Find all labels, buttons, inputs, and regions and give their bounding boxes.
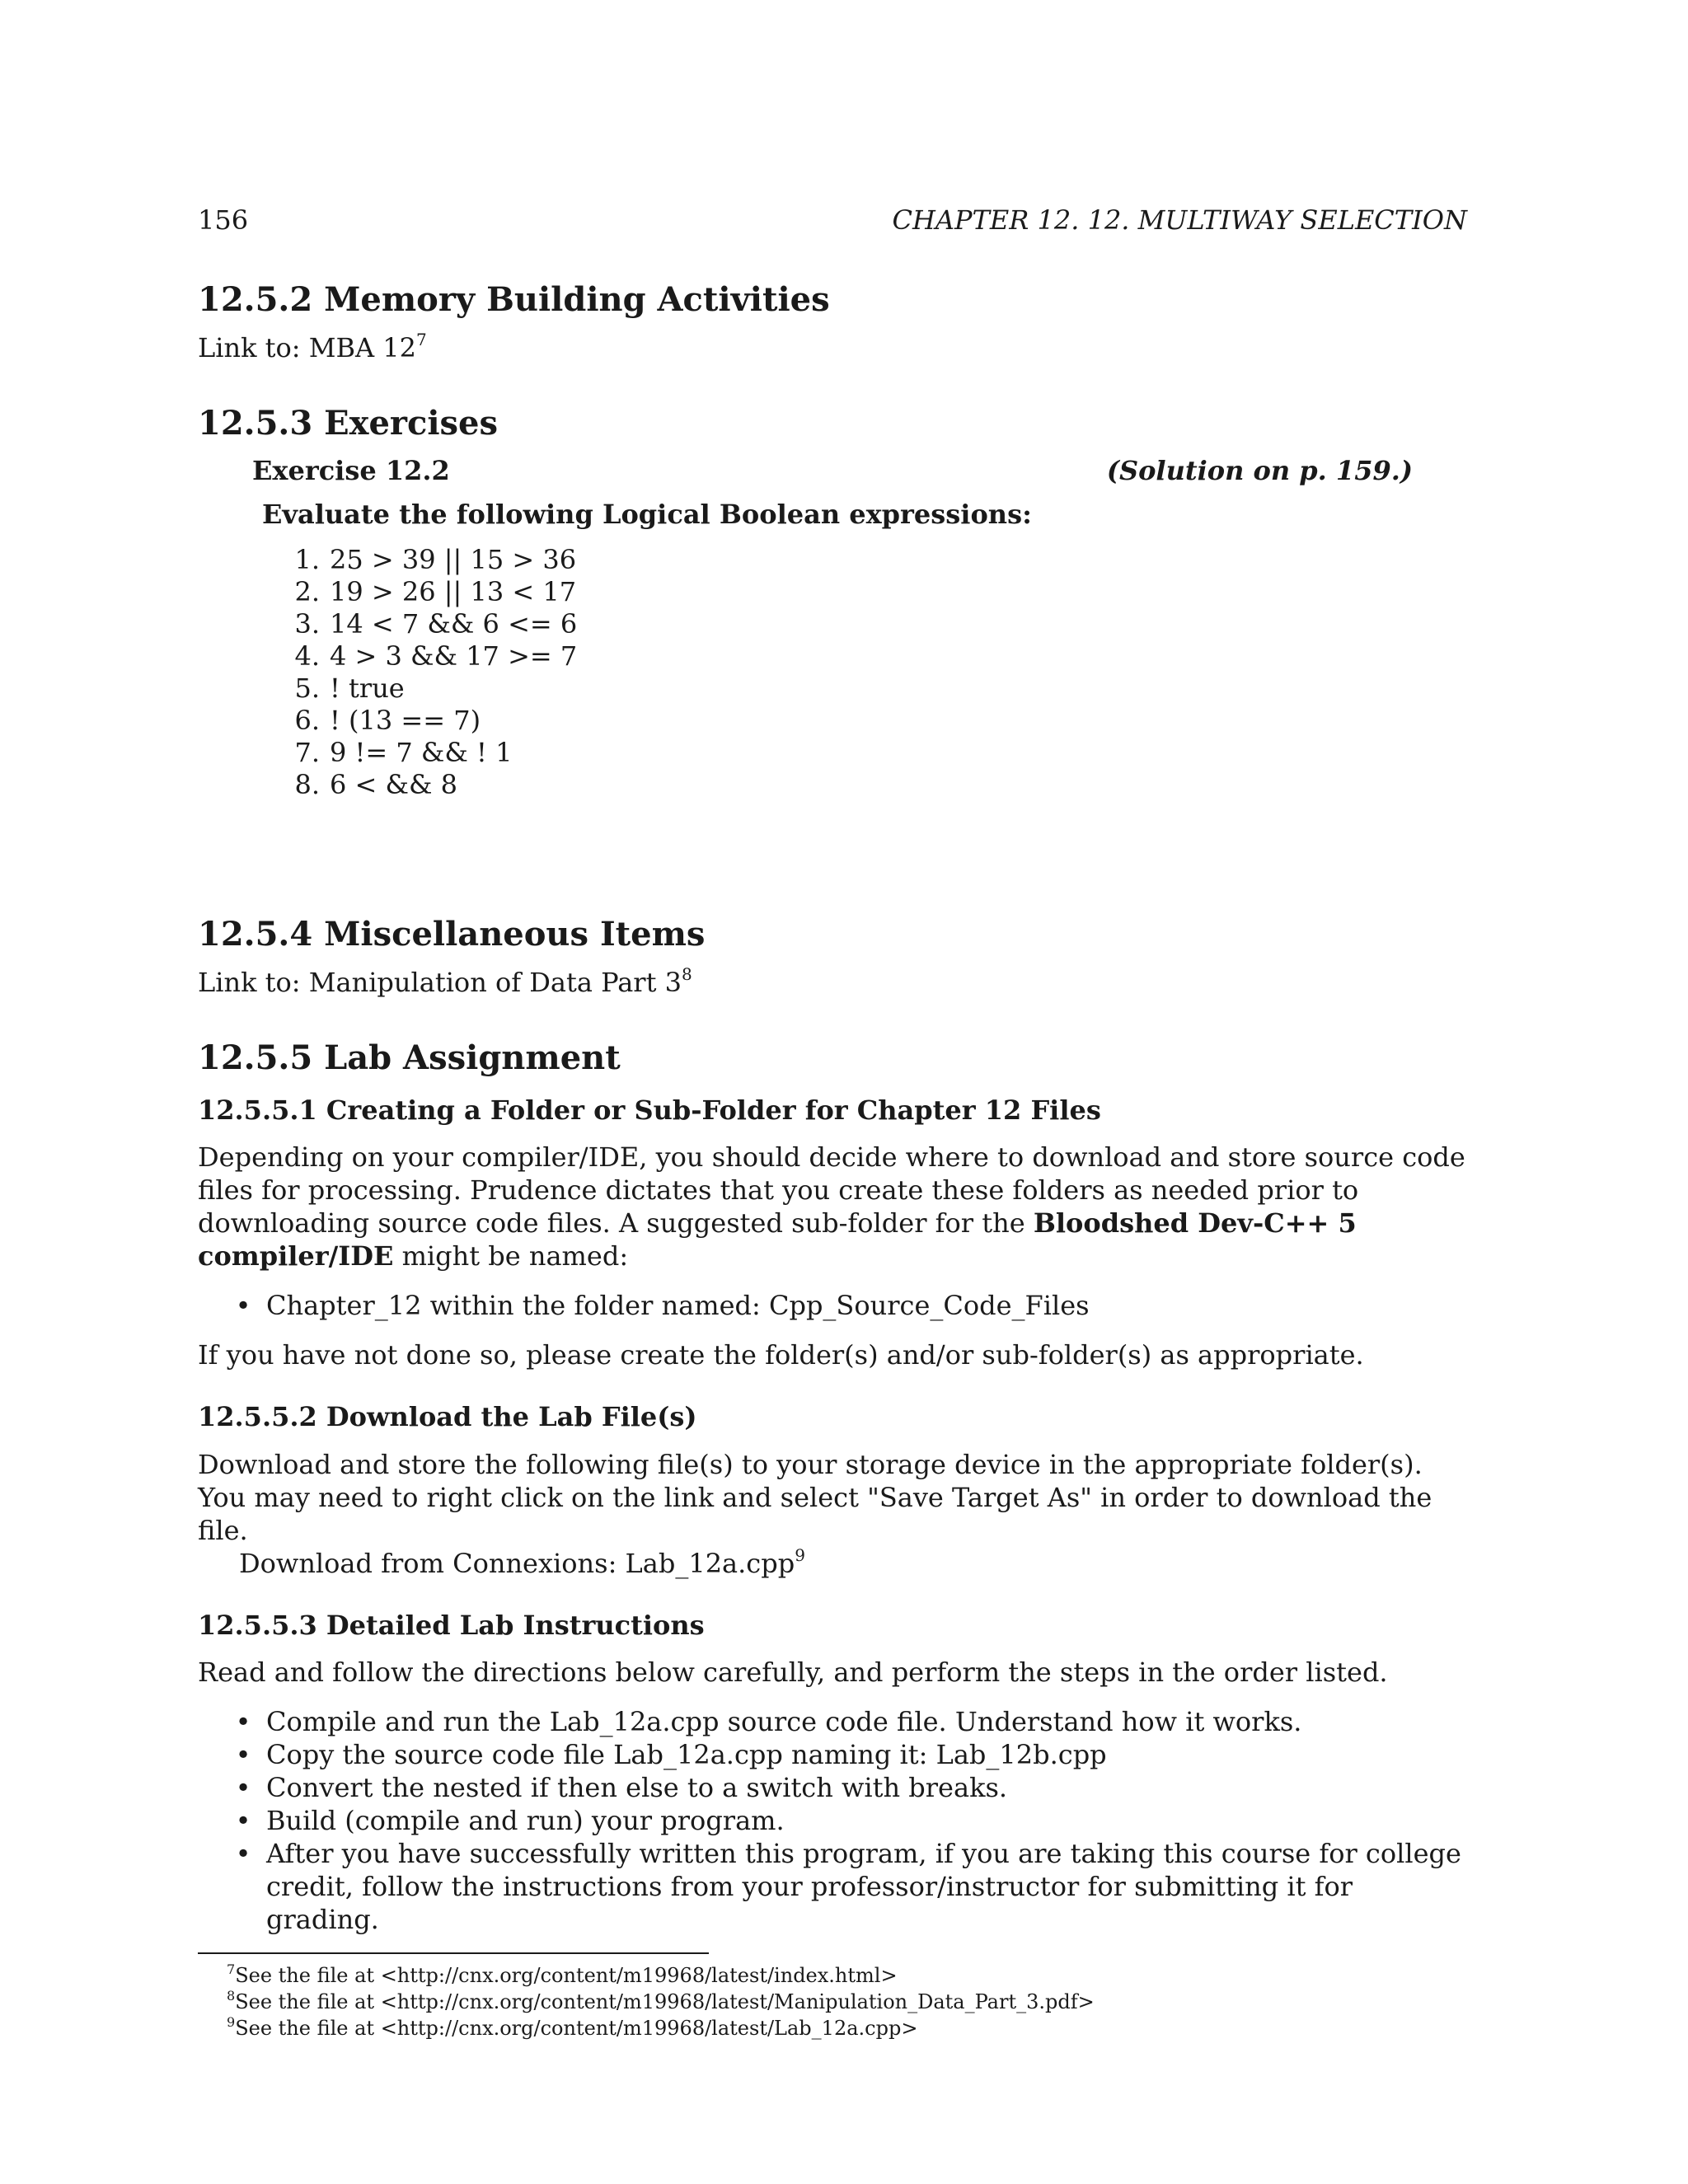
list-item	[284, 737, 1467, 769]
footnote-divider	[198, 1952, 709, 1954]
item-number: 2.	[294, 576, 320, 607]
mba-link[interactable]: MBA 12	[308, 332, 417, 363]
mba-link-paragraph	[198, 331, 1467, 364]
folder-paragraph	[198, 1141, 1467, 1272]
item-number: 4.	[294, 640, 320, 672]
footnote-text: See the file at <http://cnx.org/content/m19968/latest/Manipulation_Data_Part_3.pdf>	[235, 1990, 1095, 2014]
paragraph-text: might be named:	[393, 1240, 629, 1272]
section-heading-memory-building: 12.5.2 Memory Building Activities	[198, 280, 830, 319]
bullet-text: Build (compile and run) your program.	[266, 1805, 785, 1837]
list-item	[284, 544, 1467, 576]
link-prefix: Link to:	[198, 967, 309, 998]
download-paragraph: Download and store the following file(s) to your storage device in the appropriate folder(s). You may need to right click on the link and select "Save Target As" in order to download the file.	[198, 1448, 1432, 1546]
subsection-heading-download: 12.5.5.2 Download the Lab File(s)	[198, 1401, 697, 1433]
item-number: 7.	[294, 737, 320, 768]
footnote-8	[198, 1989, 1467, 2015]
bullet-icon: •	[235, 1772, 251, 1804]
bullet-icon: •	[235, 1838, 251, 1870]
expression-text: 19 > 26 || 13 < 17	[330, 576, 577, 607]
list-item	[198, 1771, 1467, 1804]
solution-link[interactable]: (Solution on p. 159.)	[1106, 455, 1413, 486]
create-folder-note: If you have not done so, please create the folder(s) and/or sub-folder(s) as appropriate.	[198, 1339, 1364, 1371]
footnote-9	[198, 2015, 1467, 2041]
item-number: 8.	[294, 769, 320, 800]
list-item	[284, 640, 1467, 673]
list-item	[284, 576, 1467, 608]
bullet-icon: •	[235, 1290, 251, 1322]
compiler-name: Bloodshed Dev-C++ 5 compiler/IDE	[198, 1207, 1357, 1272]
paragraph-text: Depending on your compiler/IDE, you should decide where to download and store source code files for processing. Prudence dictates that you create these folders as needed prior to downloading source code files. A suggested sub-folder for the	[198, 1141, 1465, 1240]
footnote-mark: 7	[416, 330, 427, 349]
bullet-text: Chapter_12 within the folder named: Cpp_Source_Code_Files	[266, 1290, 1090, 1322]
folder-bullet-list	[198, 1289, 1467, 1322]
instructions-intro: Read and follow the directions below carefully, and perform the steps in the order listed.	[198, 1657, 1388, 1689]
item-number: 1.	[294, 544, 320, 575]
expression-text: 25 > 39 || 15 > 36	[330, 544, 577, 575]
list-item	[198, 1705, 1467, 1738]
expression-text: 6 < && 8	[330, 769, 458, 800]
bullet-text: Copy the source code file Lab_12a.cpp naming it: Lab_12b.cpp	[266, 1739, 1107, 1771]
instructions-list	[198, 1705, 1467, 1936]
expression-list	[284, 544, 1467, 801]
item-number: 6.	[294, 705, 320, 736]
item-number: 5.	[294, 673, 320, 704]
page-number: 156	[198, 204, 249, 236]
bullet-icon: •	[235, 1805, 251, 1837]
lab-file-link[interactable]: Lab_12a.cpp	[625, 1547, 795, 1579]
footnote-mark: 8	[681, 964, 692, 984]
exercise-prompt: Evaluate the following Logical Boolean expressions:	[262, 499, 1032, 530]
footnote-mark: 8	[227, 1988, 236, 2004]
bullet-text: Convert the nested if then else to a switch with breaks.	[266, 1772, 1008, 1804]
download-line	[198, 1544, 1467, 1580]
list-item	[284, 673, 1467, 705]
list-item	[284, 608, 1467, 640]
item-number: 3.	[294, 608, 320, 640]
chapter-title: CHAPTER 12. 12. MULTIWAY SELECTION	[892, 204, 1467, 236]
spacer	[198, 801, 1467, 875]
running-header	[198, 198, 1467, 244]
expression-text: 4 > 3 && 17 >= 7	[330, 640, 578, 672]
footnote-text: See the file at <http://cnx.org/content/m19968/latest/index.html>	[235, 1964, 898, 1988]
list-item	[198, 1837, 1467, 1936]
exercise-title: Exercise 12.2	[252, 455, 450, 486]
list-item	[284, 769, 1467, 801]
manipulation-link-paragraph	[198, 966, 1467, 999]
section-heading-misc-items: 12.5.4 Miscellaneous Items	[198, 915, 706, 954]
download-prefix: Download from Connexions:	[239, 1547, 626, 1579]
footnote-text: See the file at <http://cnx.org/content/m19968/latest/Lab_12a.cpp>	[235, 2017, 918, 2041]
footnotes	[198, 1962, 1467, 2041]
subsection-heading-instructions: 12.5.5.3 Detailed Lab Instructions	[198, 1609, 705, 1641]
expression-text: ! (13 == 7)	[330, 705, 481, 736]
list-item	[198, 1738, 1467, 1771]
bullet-icon: •	[235, 1706, 251, 1738]
bullet-text: Compile and run the Lab_12a.cpp source code file. Understand how it works.	[266, 1706, 1302, 1738]
bullet-icon: •	[235, 1739, 251, 1771]
section-heading-exercises: 12.5.3 Exercises	[198, 404, 499, 443]
exercise-header	[252, 455, 1413, 493]
expression-text: ! true	[330, 673, 405, 704]
list-item	[198, 1804, 1467, 1837]
bullet-text: After you have successfully written this program, if you are taking this course for college credit, follow the instructions from your professor/instructor for submitting it for grading.	[266, 1838, 1461, 1936]
footnote-mark: 9	[227, 2014, 236, 2031]
expression-text: 14 < 7 && 6 <= 6	[330, 608, 578, 640]
manipulation-link[interactable]: Manipulation of Data Part 3	[308, 967, 682, 998]
link-prefix: Link to:	[198, 332, 309, 363]
footnote-mark: 9	[795, 1544, 805, 1565]
list-item	[198, 1289, 1467, 1322]
footnote-mark: 7	[227, 1961, 236, 1978]
document-page	[198, 198, 1467, 2041]
list-item	[284, 705, 1467, 737]
section-heading-lab-assignment: 12.5.5 Lab Assignment	[198, 1038, 621, 1077]
footnote-7	[198, 1962, 1467, 1989]
expression-text: 9 != 7 && ! 1	[330, 737, 513, 768]
subsection-heading-create-folder: 12.5.5.1 Creating a Folder or Sub-Folder for Chapter 12 Files	[198, 1094, 1101, 1126]
